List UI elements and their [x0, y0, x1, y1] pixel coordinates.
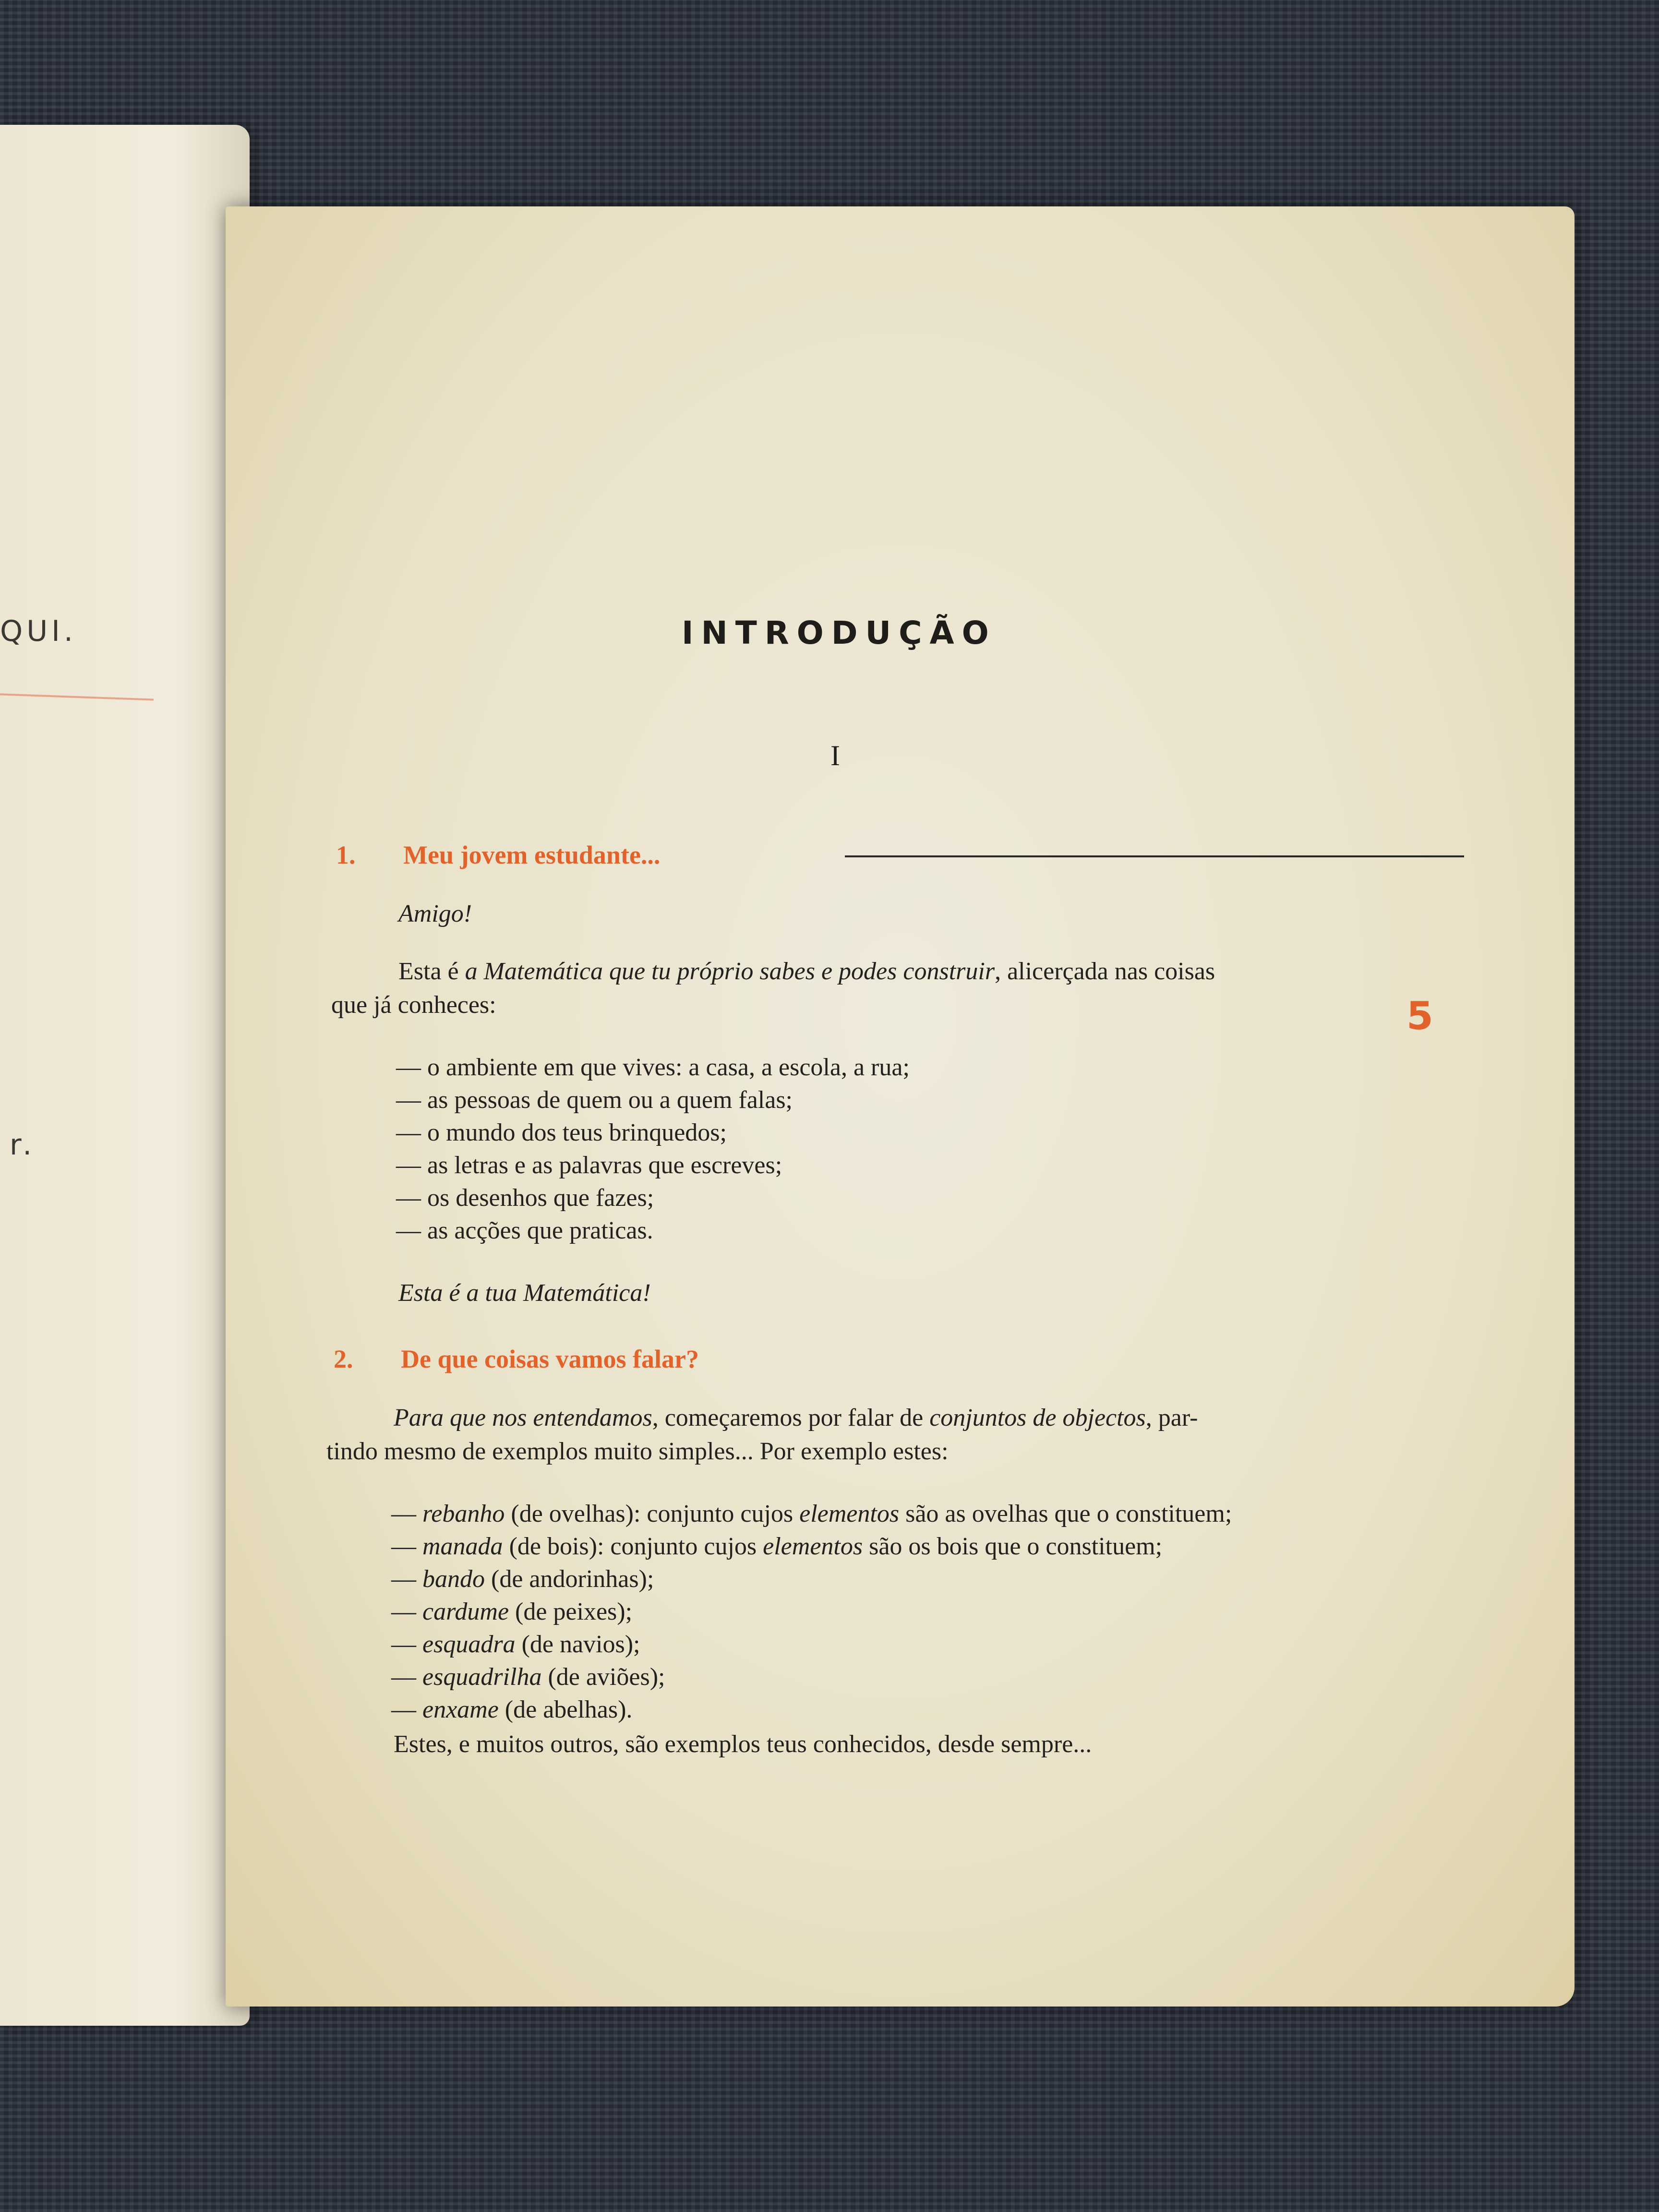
section-2-list	[391, 1498, 1232, 1726]
list-item: — rebanho (de ovelhas): conjunto cujos elementos são as ovelhas que o constituem;	[391, 1500, 1232, 1527]
list-item: — esquadra (de navios);	[391, 1631, 640, 1658]
part-numeral: I	[830, 740, 840, 771]
greeting: Amigo!	[398, 900, 472, 927]
list-item: — bando (de andorinhas);	[391, 1565, 654, 1593]
section-1-paragraph-line1: Esta é a Matemática que tu próprio sabes e podes construir, alicerçada nas coisas	[398, 958, 1215, 985]
list-item: — cardume (de peixes);	[391, 1598, 633, 1625]
list-item: — as acções que praticas.	[396, 1217, 653, 1244]
section-1-number: 1.	[336, 841, 356, 869]
list-item: — as pessoas de quem ou a quem falas;	[396, 1086, 793, 1114]
list-item: — manada (de bois): conjunto cujos elementos são os bois que o constituem;	[391, 1533, 1163, 1560]
section-2-closing: Estes, e muitos outros, são exemplos teus conhecidos, desde sempre...	[394, 1731, 1092, 1758]
book-page	[226, 206, 1575, 2007]
list-item: — o mundo dos teus brinquedos;	[396, 1119, 727, 1146]
list-item: — as letras e as palavras que escreves;	[396, 1152, 782, 1179]
list-item: — os desenhos que fazes;	[396, 1184, 654, 1212]
section-2-number: 2.	[334, 1345, 353, 1373]
page-number: 5	[1407, 994, 1433, 1038]
left-page-rule	[0, 693, 154, 700]
left-facing-page	[0, 125, 250, 2026]
section-1-heading	[336, 840, 660, 870]
section-1-closing: Esta é a tua Matemática!	[398, 1279, 651, 1307]
list-item: — esquadrilha (de aviões);	[391, 1663, 665, 1691]
page-title: INTRODUÇÃO	[682, 614, 997, 651]
section-1-list	[396, 1051, 910, 1247]
section-2-paragraph-line1: Para que nos entendamos, começaremos por falar de conjuntos de objectos, par-	[394, 1404, 1198, 1431]
left-page-fragment-bottom: r.	[10, 1128, 36, 1162]
list-item: — enxame (de abelhas).	[391, 1696, 633, 1723]
section-2-paragraph-line2: tindo mesmo de exemplos muito simples... Por exemplo estes:	[326, 1438, 949, 1465]
section-1-rule	[845, 855, 1464, 857]
section-1-title: Meu jovem estudante...	[403, 841, 661, 869]
section-1-paragraph-line2: que já conheces:	[331, 991, 496, 1019]
section-2-heading	[334, 1344, 699, 1374]
list-item: — o ambiente em que vives: a casa, a escola, a rua;	[396, 1054, 910, 1081]
section-2-title: De que coisas vamos falar?	[401, 1345, 699, 1373]
left-page-fragment-top: QUI.	[0, 614, 77, 648]
